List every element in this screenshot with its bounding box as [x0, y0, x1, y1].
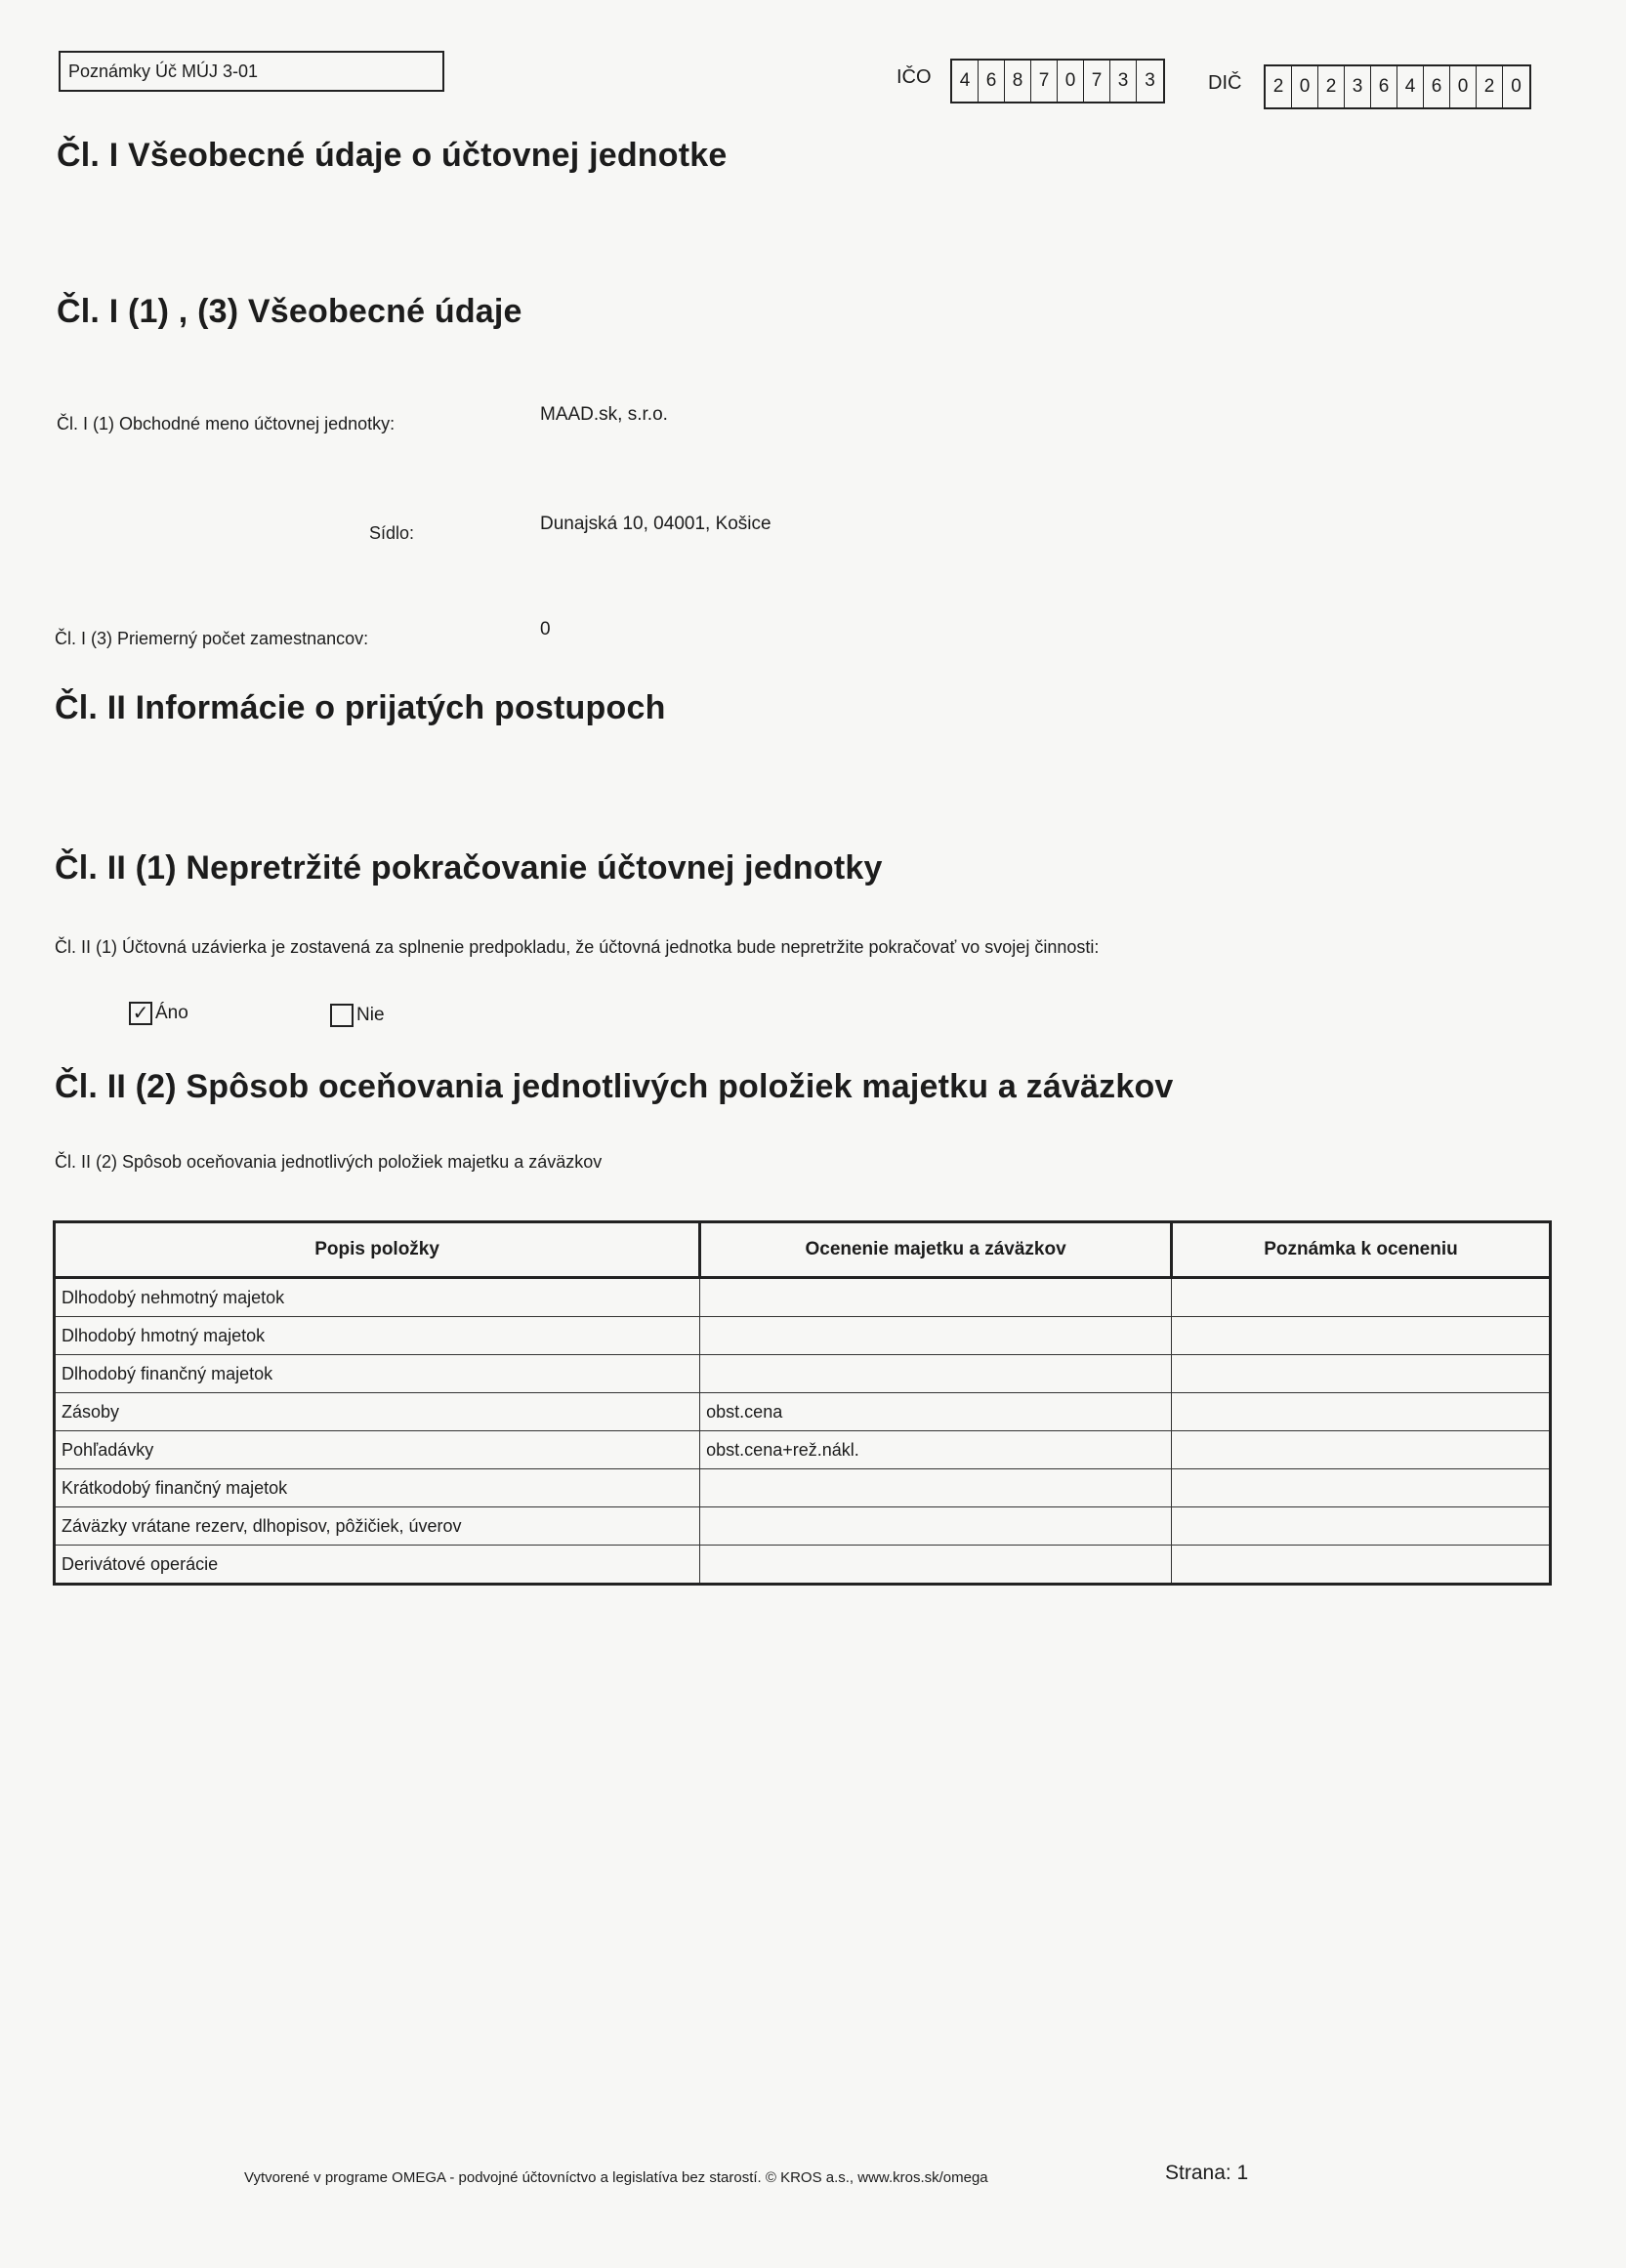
section-2-1-title: Čl. II (1) Nepretržité pokračovanie účtovnej jednotky	[55, 849, 883, 887]
continuity-statement: Čl. II (1) Účtovná uzávierka je zostavená za splnenie predpokladu, že účtovná jednotka bude nepretržite pokračovať vo svojej činnosti:	[55, 937, 1100, 957]
section-2-title: Čl. II Informácie o prijatých postupoch	[55, 689, 666, 726]
cell-ocenenie	[700, 1546, 1172, 1585]
ico-label: IČO	[896, 66, 932, 88]
dic-label: DIČ	[1208, 72, 1242, 94]
cell-popis: Dlhodobý hmotný majetok	[55, 1317, 700, 1355]
checkbox-ano-group[interactable]	[129, 1002, 188, 1025]
dic-digit: 3	[1345, 66, 1371, 107]
table-row	[55, 1469, 1551, 1507]
cell-ocenenie	[700, 1507, 1172, 1546]
ico-digit: 7	[1031, 61, 1058, 102]
section-2-2-title: Čl. II (2) Spôsob oceňovania jednotlivých položiek majetku a záväzkov	[55, 1068, 1174, 1105]
cell-ocenenie	[700, 1278, 1172, 1317]
table-row	[55, 1546, 1551, 1585]
dic-digits-box	[1264, 64, 1531, 109]
cell-poznamka	[1171, 1393, 1550, 1431]
header-poznamka: Poznámka k oceneniu	[1171, 1222, 1550, 1278]
table-row	[55, 1278, 1551, 1317]
header-ocenenie: Ocenenie majetku a záväzkov	[700, 1222, 1172, 1278]
header-popis: Popis položky	[55, 1222, 700, 1278]
dic-digit: 0	[1511, 76, 1522, 97]
footer-credit: Vytvorené v programe OMEGA - podvojné účtovníctvo a legislatíva bez starostí. © KROS a.s., www.kros.sk/omega	[244, 2169, 988, 2186]
cell-ocenenie	[700, 1469, 1172, 1507]
dic-digit: 4	[1397, 66, 1424, 107]
ico-digit: 0	[1058, 61, 1084, 102]
cell-popis: Krátkodobý finančný majetok	[55, 1469, 700, 1507]
dic-digit: 2	[1477, 66, 1503, 107]
ico-digit: 3	[1145, 70, 1155, 91]
section-1-sub-title: Čl. I (1) , (3) Všeobecné údaje	[57, 293, 522, 330]
cell-popis: Zásoby	[55, 1393, 700, 1431]
checkbox-nie[interactable]	[330, 1004, 354, 1027]
cell-popis: Záväzky vrátane rezerv, dlhopisov, pôžičiek, úverov	[55, 1507, 700, 1546]
cell-popis: Dlhodobý nehmotný majetok	[55, 1278, 700, 1317]
cell-ocenenie: obst.cena+rež.nákl.	[700, 1431, 1172, 1469]
ico-digit: 4	[952, 61, 979, 102]
ico-digit: 7	[1084, 61, 1110, 102]
ico-digit: 8	[1005, 61, 1031, 102]
dic-digit: 6	[1424, 66, 1450, 107]
ico-digits-box	[950, 59, 1165, 103]
table-row	[55, 1431, 1551, 1469]
cell-poznamka	[1171, 1431, 1550, 1469]
table-row	[55, 1393, 1551, 1431]
cell-ocenenie	[700, 1355, 1172, 1393]
table-row	[55, 1355, 1551, 1393]
cell-poznamka	[1171, 1278, 1550, 1317]
employees-label: Čl. I (3) Priemerný počet zamestnancov:	[55, 629, 369, 648]
cell-ocenenie: obst.cena	[700, 1393, 1172, 1431]
section-1-title: Čl. I Všeobecné údaje o účtovnej jednotke	[57, 137, 728, 174]
valuation-table	[53, 1220, 1552, 1586]
checkbox-nie-group[interactable]	[330, 1004, 385, 1027]
cell-poznamka	[1171, 1317, 1550, 1355]
valuation-statement: Čl. II (2) Spôsob oceňovania jednotlivých položiek majetku a záväzkov	[55, 1152, 603, 1172]
ico-digit: 6	[979, 61, 1005, 102]
page-number: Strana: 1	[1165, 2162, 1249, 2184]
cell-poznamka	[1171, 1469, 1550, 1507]
dic-digit: 0	[1450, 66, 1477, 107]
seat-value: Dunajská 10, 04001, Košice	[540, 514, 771, 534]
ico-digit: 3	[1110, 61, 1137, 102]
table-row	[55, 1317, 1551, 1355]
dic-digit: 0	[1292, 66, 1318, 107]
dic-digit: 2	[1318, 66, 1345, 107]
cell-poznamka	[1171, 1507, 1550, 1546]
cell-popis: Derivátové operácie	[55, 1546, 700, 1585]
dic-digit: 6	[1371, 66, 1397, 107]
dic-digit: 2	[1266, 66, 1292, 107]
checkbox-nie-label: Nie	[356, 1005, 385, 1025]
cell-poznamka	[1171, 1355, 1550, 1393]
cell-ocenenie	[700, 1317, 1172, 1355]
cell-poznamka	[1171, 1546, 1550, 1585]
cell-popis: Pohľadávky	[55, 1431, 700, 1469]
cell-popis: Dlhodobý finančný majetok	[55, 1355, 700, 1393]
company-label: Čl. I (1) Obchodné meno účtovnej jednotky:	[57, 414, 396, 433]
company-value: MAAD.sk, s.r.o.	[540, 404, 668, 425]
form-name-box: Poznámky Úč MÚJ 3-01	[59, 51, 444, 92]
checkbox-ano[interactable]: ✓	[129, 1002, 152, 1025]
employees-value: 0	[540, 619, 551, 639]
checkbox-ano-label: Áno	[155, 1003, 188, 1023]
table-header-row	[55, 1222, 1551, 1278]
seat-label: Sídlo:	[369, 523, 415, 543]
table-row	[55, 1507, 1551, 1546]
